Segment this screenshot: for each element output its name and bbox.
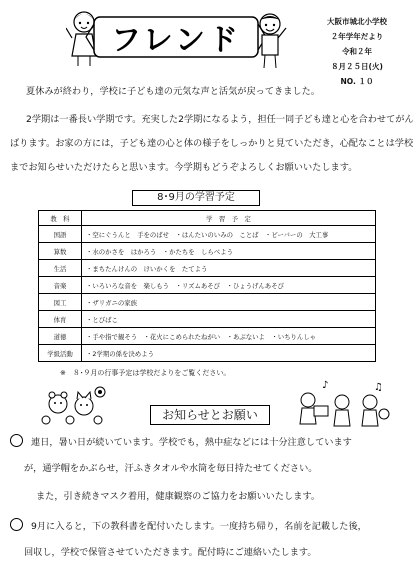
schedule-col-subject: 教 科 — [39, 211, 82, 226]
schedule-header-row — [39, 211, 376, 226]
notice-1-line-3: また，引き続きマスク着用，健康観察のご協力をお願いいたします。 — [36, 491, 321, 502]
intro-paragraph-1: 夏休みが終わり，学校に子ども達の元気な声と活気が戻ってきました。 — [26, 86, 320, 97]
plan-cell: ・いろいろな音を 楽しもう ・リズムあそび ・ひょうげんあそび — [82, 277, 376, 294]
notice-2-line-2: 回収し，学校で保管させていただきます。配付時にご連絡いたします。 — [24, 547, 317, 558]
subject-cell: 国語 — [39, 226, 82, 243]
issue-number: NO. １０ — [340, 77, 374, 86]
table-row — [39, 277, 376, 294]
plan-cell: ・まちたんけんの けいかくを たてよう — [82, 260, 376, 277]
schedule-table — [38, 210, 376, 362]
era-year: 令和２年 — [342, 47, 372, 56]
newsletter-title: フレンド — [110, 23, 242, 58]
music-kids-illustration — [294, 378, 390, 428]
notice-1-line-2: が，通学帽をかぶらせ，汗ふきタオルや水筒を毎日持たせてください。 — [24, 463, 318, 474]
table-row — [39, 345, 376, 362]
newsletter-name: ２年学年だより — [330, 32, 384, 41]
notice-2-line-1 — [10, 518, 414, 534]
newsletter-title-wrap — [92, 14, 260, 60]
subject-cell: 道徳 — [39, 328, 82, 345]
svg-text:♫: ♫ — [374, 382, 383, 393]
notices-heading: お知らせとお願い — [150, 405, 270, 425]
notice-1-line-1 — [10, 434, 414, 450]
plan-cell: ・とびばこ — [82, 311, 376, 328]
notice-2-text-1: 9月に入ると，下の教科書を配付いたします。一度持ち帰り，名前を記載した後， — [31, 521, 367, 532]
plan-cell: ・空にぐうんと 手をのばせ ・はんたいのいみの ことば ・ビーバーの 大工事 — [82, 226, 376, 243]
table-row — [39, 260, 376, 277]
school-name: 大阪市城北小学校 — [327, 17, 387, 26]
plan-cell: ・2学期の係を決めよう — [82, 345, 376, 362]
subject-cell: 図工 — [39, 294, 82, 311]
subject-cell: 体育 — [39, 311, 82, 328]
plan-cell: ・水のかさを はかろう ・かたちを しらべよう — [82, 243, 376, 260]
plan-cell: ・ザリガニの家族 — [82, 294, 376, 311]
issue-date: ８月２５日(火) — [331, 62, 383, 71]
schedule-note: ※ ８･９月の行事予定は学校だよりをご覧ください。 — [60, 369, 231, 377]
table-row — [39, 294, 376, 311]
table-row — [39, 243, 376, 260]
schedule-heading: 8･9月の学習予定 — [132, 190, 260, 206]
intro-paragraph-2: 2学期は一番長い学期です。充実した2学期になるよう，担任一同子ども達と心を合わせてがんばります。お家の方には，子ども達の心と体の様子をしっかりと見ていただき，心配なことは学校までお知らせいただけたらと思います。今学期もどうぞよろしくお願いいたします。 — [10, 114, 414, 173]
masthead-meta — [302, 14, 412, 89]
schedule-col-plan: 学 習 予 定 — [82, 211, 376, 226]
notice-1-text-1: 連日，暑い日が続いています。学校でも，熱中症などには十分注意しています — [31, 437, 352, 448]
subject-cell: 算数 — [39, 243, 82, 260]
table-row — [39, 311, 376, 328]
subject-cell: 生活 — [39, 260, 82, 277]
animals-flowers-illustration — [40, 380, 110, 426]
table-row — [39, 226, 376, 243]
svg-text:♪: ♪ — [322, 380, 329, 391]
table-row — [39, 328, 376, 345]
boy-illustration — [252, 10, 288, 70]
circle-bullet-icon — [10, 434, 23, 447]
subject-cell: 学級活動 — [39, 345, 82, 362]
circle-bullet-icon — [10, 518, 23, 531]
plan-cell: ・手や指で観そう ・花火にこめられたねがい ・あぶないよ ・いちりんしゃ — [82, 328, 376, 345]
subject-cell: 音楽 — [39, 277, 82, 294]
